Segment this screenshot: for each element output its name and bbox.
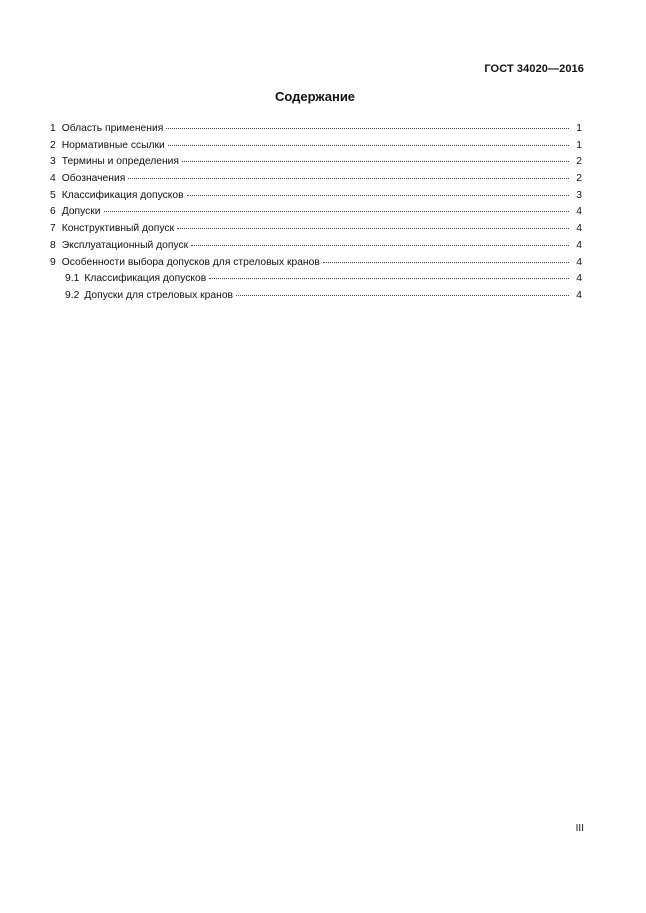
toc-entry-page: 2 (576, 173, 582, 185)
toc-dot-leader (177, 227, 569, 229)
toc-entry-number: 5 (50, 189, 56, 201)
toc-title: Содержание (274, 89, 356, 104)
toc-entry-page: 4 (576, 273, 582, 285)
toc-entry-number: 6 (50, 206, 56, 218)
toc-dot-leader (128, 177, 569, 179)
toc-entry-label: Классификация допусков (61, 189, 184, 201)
toc-entry-number: 2 (50, 139, 56, 151)
toc-entry-label: Нормативные ссылки (61, 139, 165, 151)
toc-entry-page: 4 (576, 223, 582, 235)
toc-entry-label: Допуски для стреловых кранов (84, 289, 234, 301)
toc-dot-leader (168, 144, 569, 146)
toc-entry-number: 8 (50, 239, 56, 251)
toc-entry-label: Допуски (61, 206, 101, 218)
toc-dot-leader (104, 210, 569, 212)
toc-dot-leader (323, 261, 569, 263)
toc-entry-page: 4 (576, 289, 582, 301)
toc-entry-label: Область применения (61, 123, 164, 134)
toc-dot-leader (182, 160, 569, 162)
toc-entry-label: Классификация допусков (84, 273, 207, 285)
table-of-contents (50, 121, 582, 305)
toc-entry-page: 4 (576, 206, 582, 218)
toc-entry-label: Эксплуатационный допуск (61, 239, 189, 251)
toc-entry-number: 9 (50, 256, 56, 268)
toc-dot-leader (236, 294, 569, 296)
toc-entry-label: Особенности выбора допусков для стреловых кранов (61, 256, 320, 268)
toc-entry-page: 1 (576, 139, 582, 151)
toc-entry-number: 7 (50, 223, 56, 235)
toc-entry[interactable] (50, 255, 582, 272)
toc-entry-number: 3 (50, 156, 56, 168)
toc-subentry[interactable] (50, 271, 582, 288)
toc-entry-page: 1 (576, 123, 582, 134)
toc-entry[interactable] (50, 204, 582, 221)
toc-entry-number: 4 (50, 173, 56, 185)
toc-entry-page: 4 (576, 239, 582, 251)
toc-entry-page: 4 (576, 256, 582, 268)
toc-entry-number: 9.1 (65, 273, 80, 285)
toc-entry[interactable] (50, 154, 582, 171)
toc-entry-number: 9.2 (65, 289, 80, 301)
toc-entry-page: 3 (576, 189, 582, 201)
toc-dot-leader (209, 277, 569, 279)
toc-entry[interactable] (50, 221, 582, 238)
toc-subentry[interactable] (50, 288, 582, 305)
toc-entry-number: 1 (50, 123, 56, 134)
toc-entry-label: Конструктивный допуск (61, 223, 175, 235)
toc-entry-label: Термины и определения (61, 156, 179, 168)
toc-dot-leader (166, 127, 569, 129)
toc-dot-leader (187, 194, 569, 196)
toc-dot-leader (191, 244, 569, 246)
toc-entry[interactable] (50, 238, 582, 255)
toc-entry[interactable] (50, 171, 582, 188)
toc-entry[interactable] (50, 121, 582, 138)
toc-entry[interactable] (50, 188, 582, 205)
toc-entry-page: 2 (576, 156, 582, 168)
standard-number: ГОСТ 34020—2016 (484, 63, 584, 75)
page-folio: III (575, 823, 584, 834)
toc-entry-label: Обозначения (61, 173, 126, 185)
toc-entry[interactable] (50, 138, 582, 155)
